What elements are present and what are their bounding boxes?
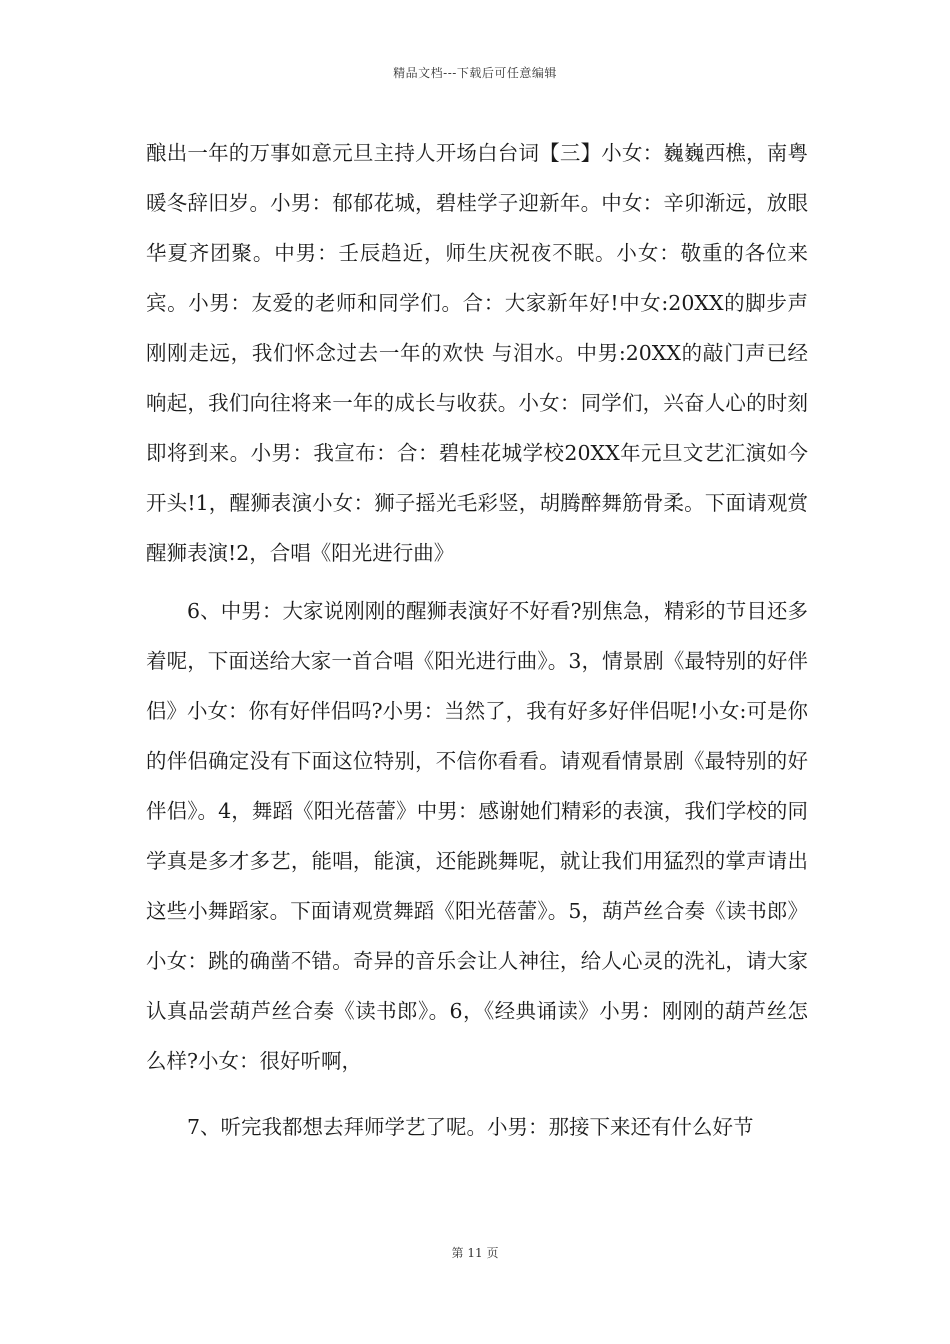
paragraph-3: 7、听完我都想去拜师学艺了呢。小男：那接下来还有什么好节 [187,1115,754,1139]
page-number: 第 11 页 [451,1246,499,1260]
document-body [146,128,808,1152]
paragraph-1: 酿出一年的万事如意元旦主持人开场白台词【三】小女：巍巍西樵，南粤暖冬辞旧岁。小男：郁郁花城，碧桂学子迎新年。中女：辛卯渐远，放眼华夏齐团聚。中男：壬辰趋近，师生庆祝夜不眠。小女：敬重的各位来宾。小男：友爱的老师和同学们。合：大家新年好!中女:20XX的脚步声刚刚走远，我们怀念过去一年的欢快 与泪水。中男:20XX的敲门声已经响起，我们向往将来一年的成长与收获。小女：同学们，兴奋人心的时刻即将到来。小男：我宣布：合：碧桂花城学校20XX年元旦文艺汇演如今开头!1，醒狮表演小女：狮子摇光毛彩竖，胡腾醉舞筋骨柔。下面请观赏醒狮表演!2，合唱《阳光进行曲》 [146,141,808,565]
paragraph-2: 6、中男：大家说刚刚的醒狮表演好不好看?别焦急，精彩的节目还多着呢，下面送给大家一首合唱《阳光进行曲》。3，情景剧《最特别的好伴侣》小女：你有好伴侣吗?小男：当然了，我有好多好伴侣呢!小女:可是你的伴侣确定没有下面这位特别，不信你看看。请观看情景剧《最特别的好伴侣》。4，舞蹈《阳光蓓蕾》中男：感谢她们精彩的表演，我们学校的同学真是多才多艺，能唱，能演，还能跳舞呢，就让我们用猛烈的掌声请出这些小舞蹈家。下面请观赏舞蹈《阳光蓓蕾》。5，葫芦丝合奏《读书郎》小女：跳的确凿不错。奇异的音乐会让人神往，给人心灵的洗礼，请大家认真品尝葫芦丝合奏《读书郎》。6，《经典诵读》小男：刚刚的葫芦丝怎么样?小女：很好听啊， [146,599,808,1073]
page-header: 精品文档---下载后可任意编辑 [393,66,557,80]
